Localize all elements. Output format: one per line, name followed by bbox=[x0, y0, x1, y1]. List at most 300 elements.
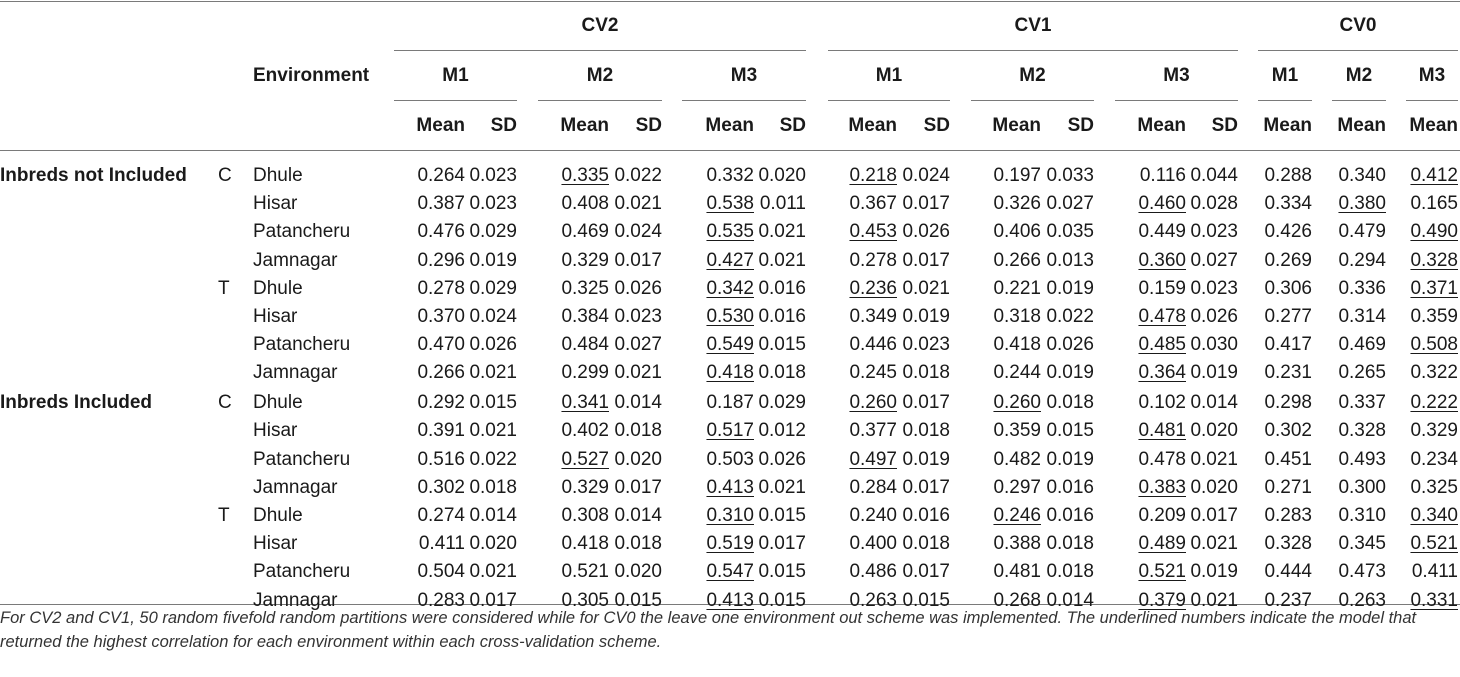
value-cell: 0.519 bbox=[706, 533, 754, 555]
value-cell: 0.021 bbox=[614, 193, 662, 215]
value-cell: 0.453 bbox=[849, 221, 897, 243]
environment-cell: Hisar bbox=[253, 193, 298, 215]
value-cell: 0.020 bbox=[758, 165, 806, 186]
value-cell: 0.016 bbox=[902, 504, 950, 526]
group-label: Inbreds not Included bbox=[0, 165, 187, 186]
value-cell: 0.547 bbox=[706, 561, 754, 583]
value-cell: 0.335 bbox=[561, 165, 609, 186]
value-cell: 0.486 bbox=[849, 561, 897, 583]
value-cell: 0.014 bbox=[614, 504, 662, 526]
value-cell: 0.209 bbox=[1138, 504, 1186, 526]
value-cell: 0.411 bbox=[418, 533, 465, 555]
value-cell: 0.305 bbox=[561, 589, 609, 611]
value-cell: 0.329 bbox=[561, 476, 609, 498]
environment-cell: Jamnagar bbox=[253, 362, 338, 384]
value-cell: 0.325 bbox=[561, 277, 609, 299]
value-cell: 0.018 bbox=[1046, 561, 1094, 583]
value-cell: 0.294 bbox=[1338, 249, 1386, 271]
model-rule-6 bbox=[1258, 100, 1312, 101]
value-cell: 0.021 bbox=[469, 362, 517, 384]
environment-cell: Patancheru bbox=[253, 448, 351, 470]
value-cell: 0.030 bbox=[1190, 334, 1238, 356]
stat-header: Mean bbox=[992, 115, 1041, 136]
value-cell: 0.246 bbox=[993, 504, 1041, 526]
value-cell: 0.016 bbox=[758, 277, 806, 299]
value-cell: 0.016 bbox=[758, 306, 806, 327]
value-cell: 0.021 bbox=[758, 249, 806, 271]
value-cell: 0.478 bbox=[1138, 448, 1186, 470]
value-cell: 0.549 bbox=[706, 334, 754, 356]
value-cell: 0.165 bbox=[1410, 193, 1458, 215]
model-header: M1 bbox=[442, 65, 469, 86]
value-cell: 0.478 bbox=[1138, 306, 1186, 327]
value-cell: 0.017 bbox=[902, 193, 950, 215]
value-cell: 0.277 bbox=[1264, 306, 1312, 327]
value-cell: 0.019 bbox=[902, 448, 950, 470]
value-cell: 0.417 bbox=[1264, 334, 1312, 356]
scheme-header-cv2: CV2 bbox=[581, 15, 619, 36]
value-cell: 0.310 bbox=[706, 504, 754, 526]
value-cell: 0.296 bbox=[417, 249, 465, 271]
value-cell: 0.391 bbox=[417, 420, 465, 442]
value-cell: 0.263 bbox=[1338, 589, 1386, 611]
value-cell: 0.516 bbox=[417, 448, 465, 470]
value-cell: 0.278 bbox=[849, 249, 897, 271]
stat-header: SD bbox=[1211, 115, 1238, 136]
value-cell: 0.380 bbox=[1338, 193, 1386, 215]
value-cell: 0.367 bbox=[849, 193, 897, 215]
value-cell: 0.530 bbox=[706, 306, 754, 327]
value-cell: 0.017 bbox=[902, 561, 950, 583]
value-cell: 0.026 bbox=[1190, 306, 1238, 327]
value-cell: 0.329 bbox=[1410, 420, 1458, 442]
value-cell: 0.340 bbox=[1410, 504, 1458, 526]
value-cell: 0.029 bbox=[469, 221, 517, 243]
value-cell: 0.102 bbox=[1138, 392, 1186, 414]
value-cell: 0.288 bbox=[1264, 165, 1312, 186]
value-cell: 0.022 bbox=[1046, 306, 1094, 327]
value-cell: 0.018 bbox=[758, 362, 806, 384]
environment-cell: Hisar bbox=[253, 306, 298, 327]
value-cell: 0.482 bbox=[993, 448, 1041, 470]
value-cell: 0.418 bbox=[993, 334, 1041, 356]
value-cell: 0.318 bbox=[993, 306, 1041, 327]
value-cell: 0.020 bbox=[469, 533, 517, 555]
value-cell: 0.027 bbox=[1190, 249, 1238, 271]
value-cell: 0.029 bbox=[469, 277, 517, 299]
value-cell: 0.240 bbox=[849, 504, 897, 526]
scheme-rule-2 bbox=[1258, 50, 1458, 51]
value-cell: 0.022 bbox=[614, 165, 662, 186]
value-cell: 0.349 bbox=[849, 306, 897, 327]
environment-cell: Dhule bbox=[253, 277, 303, 299]
value-cell: 0.022 bbox=[469, 448, 517, 470]
value-cell: 0.018 bbox=[902, 420, 950, 442]
environment-cell: Jamnagar bbox=[253, 476, 338, 498]
environment-cell: Dhule bbox=[253, 392, 303, 414]
value-cell: 0.266 bbox=[993, 249, 1041, 271]
value-cell: 0.298 bbox=[1264, 392, 1312, 414]
value-cell: 0.020 bbox=[1190, 476, 1238, 498]
value-cell: 0.489 bbox=[1138, 533, 1186, 555]
value-cell: 0.341 bbox=[561, 392, 609, 414]
value-cell: 0.359 bbox=[1410, 306, 1458, 327]
value-cell: 0.503 bbox=[706, 448, 754, 470]
treatment-label: C bbox=[218, 392, 232, 414]
value-cell: 0.517 bbox=[706, 420, 754, 442]
environment-cell: Patancheru bbox=[253, 221, 351, 243]
value-cell: 0.334 bbox=[1264, 193, 1312, 215]
value-cell: 0.018 bbox=[902, 362, 950, 384]
value-cell: 0.023 bbox=[614, 306, 662, 327]
value-cell: 0.370 bbox=[417, 306, 465, 327]
value-cell: 0.308 bbox=[561, 504, 609, 526]
value-cell: 0.379 bbox=[1138, 589, 1186, 611]
value-cell: 0.521 bbox=[1410, 533, 1458, 555]
model-rule-0 bbox=[394, 100, 517, 101]
value-cell: 0.021 bbox=[902, 277, 950, 299]
model-rule-7 bbox=[1332, 100, 1386, 101]
environment-cell: Dhule bbox=[253, 504, 303, 526]
value-cell: 0.015 bbox=[614, 589, 662, 611]
value-cell: 0.015 bbox=[469, 392, 517, 414]
value-cell: 0.481 bbox=[1138, 420, 1186, 442]
value-cell: 0.527 bbox=[561, 448, 609, 470]
value-cell: 0.021 bbox=[469, 561, 517, 583]
value-cell: 0.400 bbox=[849, 533, 897, 555]
value-cell: 0.017 bbox=[902, 476, 950, 498]
value-cell: 0.221 bbox=[993, 277, 1041, 299]
stat-header: Mean bbox=[848, 115, 897, 136]
value-cell: 0.384 bbox=[561, 306, 609, 327]
model-header: M2 bbox=[1019, 65, 1046, 86]
value-cell: 0.015 bbox=[758, 561, 806, 583]
environment-cell: Patancheru bbox=[253, 334, 351, 356]
stat-header: SD bbox=[490, 115, 517, 136]
value-cell: 0.329 bbox=[561, 249, 609, 271]
value-cell: 0.015 bbox=[1046, 420, 1094, 442]
value-cell: 0.021 bbox=[758, 476, 806, 498]
value-cell: 0.342 bbox=[706, 277, 754, 299]
value-cell: 0.021 bbox=[1190, 589, 1238, 611]
value-cell: 0.377 bbox=[849, 420, 897, 442]
value-cell: 0.019 bbox=[1190, 561, 1238, 583]
stat-header: Mean bbox=[560, 115, 609, 136]
treatment-label: C bbox=[218, 165, 232, 186]
model-rule-3 bbox=[828, 100, 950, 101]
value-cell: 0.021 bbox=[614, 362, 662, 384]
value-cell: 0.322 bbox=[1410, 362, 1458, 384]
value-cell: 0.026 bbox=[614, 277, 662, 299]
value-cell: 0.044 bbox=[1190, 165, 1238, 186]
model-rule-8 bbox=[1406, 100, 1458, 101]
value-cell: 0.484 bbox=[561, 334, 609, 356]
value-cell: 0.018 bbox=[469, 476, 517, 498]
value-cell: 0.018 bbox=[902, 533, 950, 555]
value-cell: 0.159 bbox=[1138, 277, 1186, 299]
value-cell: 0.019 bbox=[469, 249, 517, 271]
value-cell: 0.497 bbox=[849, 448, 897, 470]
value-cell: 0.016 bbox=[1046, 476, 1094, 498]
environment-cell: Jamnagar bbox=[253, 249, 338, 271]
value-cell: 0.345 bbox=[1338, 533, 1386, 555]
value-cell: 0.187 bbox=[706, 392, 754, 414]
value-cell: 0.302 bbox=[417, 476, 465, 498]
treatment-label: T bbox=[218, 504, 230, 526]
value-cell: 0.020 bbox=[1190, 420, 1238, 442]
value-cell: 0.011 bbox=[759, 193, 806, 215]
value-cell: 0.026 bbox=[469, 334, 517, 356]
value-cell: 0.340 bbox=[1338, 165, 1386, 186]
value-cell: 0.402 bbox=[561, 420, 609, 442]
value-cell: 0.310 bbox=[1338, 504, 1386, 526]
value-cell: 0.021 bbox=[1190, 533, 1238, 555]
value-cell: 0.469 bbox=[561, 221, 609, 243]
value-cell: 0.337 bbox=[1338, 392, 1386, 414]
value-cell: 0.328 bbox=[1264, 533, 1312, 555]
value-cell: 0.328 bbox=[1410, 249, 1458, 271]
value-cell: 0.451 bbox=[1264, 448, 1312, 470]
value-cell: 0.017 bbox=[758, 533, 806, 555]
value-cell: 0.283 bbox=[1264, 504, 1312, 526]
value-cell: 0.266 bbox=[417, 362, 465, 384]
model-header: M3 bbox=[1163, 65, 1190, 86]
value-cell: 0.035 bbox=[1046, 221, 1094, 243]
value-cell: 0.359 bbox=[993, 420, 1041, 442]
value-cell: 0.371 bbox=[1410, 277, 1458, 299]
value-cell: 0.504 bbox=[417, 561, 465, 583]
model-header: M2 bbox=[586, 65, 614, 86]
value-cell: 0.263 bbox=[849, 589, 897, 611]
value-cell: 0.444 bbox=[1264, 561, 1312, 583]
value-cell: 0.485 bbox=[1138, 334, 1186, 356]
value-cell: 0.260 bbox=[993, 392, 1041, 414]
treatment-label: T bbox=[218, 277, 230, 299]
value-cell: 0.017 bbox=[902, 249, 950, 271]
value-cell: 0.023 bbox=[469, 193, 517, 215]
value-cell: 0.019 bbox=[1046, 448, 1094, 470]
value-cell: 0.018 bbox=[614, 533, 662, 555]
value-cell: 0.015 bbox=[902, 589, 950, 611]
value-cell: 0.383 bbox=[1138, 476, 1186, 498]
stat-header: Mean bbox=[1337, 115, 1386, 136]
value-cell: 0.116 bbox=[1139, 165, 1186, 186]
value-cell: 0.411 bbox=[1411, 561, 1458, 583]
value-cell: 0.427 bbox=[706, 249, 754, 271]
value-cell: 0.024 bbox=[469, 306, 517, 327]
value-cell: 0.015 bbox=[758, 589, 806, 611]
value-cell: 0.015 bbox=[758, 334, 806, 356]
value-cell: 0.012 bbox=[758, 420, 806, 442]
value-cell: 0.426 bbox=[1264, 221, 1312, 243]
stat-header: Mean bbox=[1263, 115, 1312, 136]
value-cell: 0.023 bbox=[469, 165, 517, 186]
value-cell: 0.449 bbox=[1138, 221, 1186, 243]
model-rule-5 bbox=[1115, 100, 1238, 101]
value-cell: 0.292 bbox=[417, 392, 465, 414]
stat-header: Mean bbox=[1137, 115, 1186, 136]
scheme-rule-1 bbox=[828, 50, 1238, 51]
model-rule-1 bbox=[538, 100, 662, 101]
value-cell: 0.300 bbox=[1338, 476, 1386, 498]
value-cell: 0.493 bbox=[1338, 448, 1386, 470]
stat-header: SD bbox=[635, 115, 662, 136]
value-cell: 0.278 bbox=[417, 277, 465, 299]
value-cell: 0.490 bbox=[1410, 221, 1458, 243]
value-cell: 0.014 bbox=[1190, 392, 1238, 414]
value-cell: 0.418 bbox=[706, 362, 754, 384]
value-cell: 0.029 bbox=[758, 392, 806, 414]
value-cell: 0.469 bbox=[1338, 334, 1386, 356]
value-cell: 0.021 bbox=[758, 221, 806, 243]
value-cell: 0.023 bbox=[1190, 277, 1238, 299]
value-cell: 0.017 bbox=[902, 392, 950, 414]
value-cell: 0.268 bbox=[993, 589, 1041, 611]
value-cell: 0.481 bbox=[993, 561, 1041, 583]
value-cell: 0.026 bbox=[1046, 334, 1094, 356]
value-cell: 0.014 bbox=[1046, 589, 1094, 611]
value-cell: 0.521 bbox=[561, 561, 609, 583]
value-cell: 0.197 bbox=[993, 165, 1041, 186]
value-cell: 0.017 bbox=[614, 249, 662, 271]
value-cell: 0.299 bbox=[561, 362, 609, 384]
stat-header: SD bbox=[779, 115, 806, 136]
value-cell: 0.331 bbox=[1410, 589, 1458, 611]
stat-header: Mean bbox=[416, 115, 465, 136]
stat-header: Mean bbox=[1409, 115, 1458, 136]
value-cell: 0.017 bbox=[614, 476, 662, 498]
value-cell: 0.460 bbox=[1138, 193, 1186, 215]
environment-cell: Patancheru bbox=[253, 561, 351, 583]
value-cell: 0.328 bbox=[1338, 420, 1386, 442]
value-cell: 0.326 bbox=[993, 193, 1041, 215]
value-cell: 0.026 bbox=[758, 448, 806, 470]
value-cell: 0.020 bbox=[614, 561, 662, 583]
value-cell: 0.332 bbox=[706, 165, 754, 186]
value-cell: 0.018 bbox=[614, 420, 662, 442]
value-cell: 0.024 bbox=[902, 165, 950, 186]
value-cell: 0.245 bbox=[849, 362, 897, 384]
value-cell: 0.269 bbox=[1264, 249, 1312, 271]
value-cell: 0.231 bbox=[1264, 362, 1312, 384]
scheme-header-cv0: CV0 bbox=[1339, 15, 1377, 36]
value-cell: 0.237 bbox=[1264, 589, 1312, 611]
value-cell: 0.016 bbox=[1046, 504, 1094, 526]
group-label: Inbreds Included bbox=[0, 392, 153, 414]
value-cell: 0.023 bbox=[1190, 221, 1238, 243]
environment-cell: Jamnagar bbox=[253, 589, 338, 611]
value-cell: 0.470 bbox=[417, 334, 465, 356]
value-cell: 0.314 bbox=[1338, 306, 1386, 327]
value-cell: 0.406 bbox=[993, 221, 1041, 243]
value-cell: 0.297 bbox=[993, 476, 1041, 498]
value-cell: 0.284 bbox=[849, 476, 897, 498]
value-cell: 0.408 bbox=[561, 193, 609, 215]
model-header: M3 bbox=[730, 65, 758, 86]
environment-cell: Hisar bbox=[253, 420, 298, 442]
value-cell: 0.024 bbox=[614, 221, 662, 243]
value-cell: 0.325 bbox=[1410, 476, 1458, 498]
value-cell: 0.479 bbox=[1338, 221, 1386, 243]
stat-header: SD bbox=[1067, 115, 1094, 136]
model-header: M3 bbox=[1418, 65, 1446, 86]
value-cell: 0.027 bbox=[1046, 193, 1094, 215]
value-cell: 0.019 bbox=[902, 306, 950, 327]
value-cell: 0.260 bbox=[849, 392, 897, 414]
value-cell: 0.388 bbox=[993, 533, 1041, 555]
model-header: M1 bbox=[875, 65, 903, 86]
value-cell: 0.017 bbox=[469, 589, 517, 611]
value-cell: 0.538 bbox=[706, 193, 754, 215]
value-cell: 0.015 bbox=[758, 504, 806, 526]
stat-header: SD bbox=[923, 115, 950, 136]
value-cell: 0.018 bbox=[1046, 533, 1094, 555]
value-cell: 0.018 bbox=[1046, 392, 1094, 414]
value-cell: 0.028 bbox=[1190, 193, 1238, 215]
value-cell: 0.019 bbox=[1046, 277, 1094, 299]
environment-cell: Dhule bbox=[253, 165, 303, 186]
value-cell: 0.021 bbox=[1190, 448, 1238, 470]
top-rule bbox=[0, 1, 1460, 2]
value-cell: 0.446 bbox=[849, 334, 897, 356]
value-cell: 0.336 bbox=[1338, 277, 1386, 299]
value-cell: 0.014 bbox=[469, 504, 517, 526]
model-header: M1 bbox=[1271, 65, 1299, 86]
value-cell: 0.017 bbox=[1190, 504, 1238, 526]
model-header: M2 bbox=[1345, 65, 1373, 86]
value-cell: 0.274 bbox=[417, 504, 465, 526]
value-cell: 0.021 bbox=[469, 420, 517, 442]
value-cell: 0.418 bbox=[561, 533, 609, 555]
environment-header: Environment bbox=[253, 65, 370, 86]
value-cell: 0.265 bbox=[1338, 362, 1386, 384]
header-rule bbox=[0, 150, 1460, 151]
value-cell: 0.014 bbox=[614, 392, 662, 414]
value-cell: 0.413 bbox=[706, 476, 754, 498]
scheme-header-cv1: CV1 bbox=[1014, 15, 1052, 36]
value-cell: 0.236 bbox=[849, 277, 897, 299]
value-cell: 0.508 bbox=[1410, 334, 1458, 356]
value-cell: 0.023 bbox=[902, 334, 950, 356]
value-cell: 0.033 bbox=[1046, 165, 1094, 186]
value-cell: 0.264 bbox=[417, 165, 465, 186]
value-cell: 0.019 bbox=[1046, 362, 1094, 384]
value-cell: 0.364 bbox=[1138, 362, 1186, 384]
value-cell: 0.387 bbox=[417, 193, 465, 215]
value-cell: 0.027 bbox=[614, 334, 662, 356]
value-cell: 0.306 bbox=[1264, 277, 1312, 299]
model-rule-2 bbox=[682, 100, 806, 101]
value-cell: 0.412 bbox=[1410, 165, 1458, 186]
value-cell: 0.013 bbox=[1046, 249, 1094, 271]
value-cell: 0.218 bbox=[849, 165, 897, 186]
value-cell: 0.476 bbox=[417, 221, 465, 243]
value-cell: 0.020 bbox=[614, 448, 662, 470]
value-cell: 0.473 bbox=[1338, 561, 1386, 583]
value-cell: 0.535 bbox=[706, 221, 754, 243]
value-cell: 0.413 bbox=[706, 589, 754, 611]
value-cell: 0.026 bbox=[902, 221, 950, 243]
value-cell: 0.019 bbox=[1190, 362, 1238, 384]
model-rule-4 bbox=[971, 100, 1094, 101]
value-cell: 0.234 bbox=[1410, 448, 1458, 470]
environment-cell: Hisar bbox=[253, 533, 298, 555]
value-cell: 0.283 bbox=[417, 589, 465, 611]
table-footnote: For CV2 and CV1, 50 random fivefold random partitions were considered while for CV0 the leave one environment out scheme was implemented. The underlined numbers indicate the model that returned the highest correlation for each environment within each cross-validation scheme. bbox=[0, 609, 1417, 651]
value-cell: 0.302 bbox=[1264, 420, 1312, 442]
value-cell: 0.271 bbox=[1264, 476, 1312, 498]
value-cell: 0.222 bbox=[1410, 392, 1458, 414]
